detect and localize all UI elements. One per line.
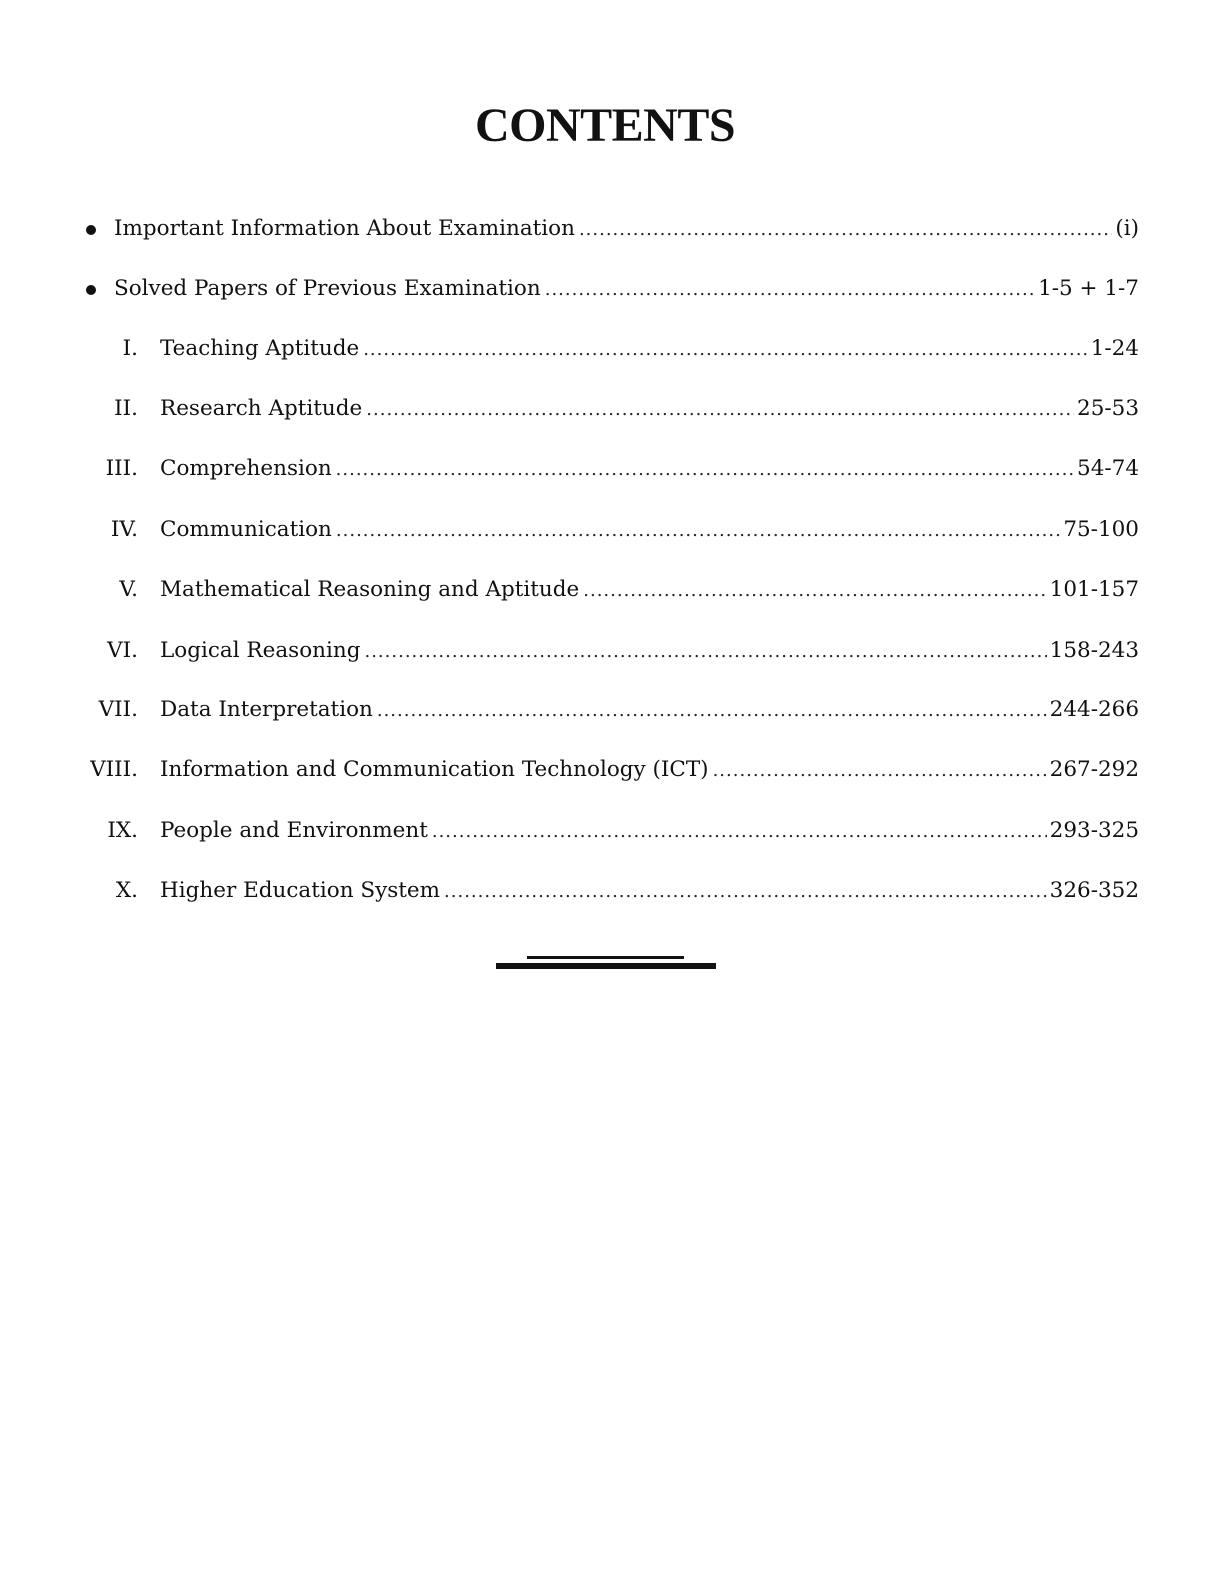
- chapter-numeral: V.: [119, 577, 138, 602]
- toc-entry-page: 158-243: [1049, 638, 1139, 663]
- chapter-numeral: IV.: [110, 517, 138, 542]
- toc-entry-page: (i): [1115, 216, 1139, 241]
- toc-chapter-6[interactable]: [0, 635, 1224, 667]
- toc-entry-page: 326-352: [1049, 878, 1139, 903]
- toc-entry-important-information[interactable]: [0, 213, 1224, 245]
- toc-entry-title: Comprehension: [160, 456, 332, 481]
- toc-chapter-3[interactable]: [0, 453, 1224, 485]
- toc-chapter-10[interactable]: [0, 875, 1224, 907]
- toc-chapter-7[interactable]: [0, 694, 1224, 726]
- chapter-numeral: VI.: [107, 638, 138, 663]
- toc-chapter-9[interactable]: [0, 815, 1224, 847]
- dot-leader: [444, 876, 1047, 908]
- dot-leader: [377, 695, 1047, 727]
- dot-leader: [336, 454, 1074, 486]
- toc-chapter-5[interactable]: [0, 574, 1224, 606]
- toc-entry-title: Research Aptitude: [160, 396, 363, 421]
- toc-entry-page: 54-74: [1077, 456, 1139, 481]
- toc-entry-page: 1-5 + 1-7: [1038, 276, 1139, 301]
- dot-leader: [363, 334, 1087, 366]
- chapter-numeral: VII.: [98, 697, 138, 722]
- dot-leader: [364, 636, 1046, 668]
- toc-entry-title: Important Information About Examination: [114, 216, 575, 241]
- bullet-icon: [86, 225, 96, 235]
- toc-chapter-2[interactable]: [0, 393, 1224, 425]
- toc-entry-title: People and Environment: [160, 818, 428, 843]
- toc-chapter-1[interactable]: [0, 333, 1224, 365]
- chapter-numeral: X.: [115, 878, 138, 903]
- chapter-numeral: IX.: [107, 818, 138, 843]
- toc-entry-title: Logical Reasoning: [160, 638, 361, 663]
- toc-entry-title: Solved Papers of Previous Examination: [114, 276, 541, 301]
- toc-entry-page: 25-53: [1077, 396, 1139, 421]
- toc-chapter-8[interactable]: [0, 754, 1224, 786]
- toc-chapter-4[interactable]: [0, 514, 1224, 546]
- toc-entry-page: 75-100: [1063, 517, 1139, 542]
- toc-entry-title: Information and Communication Technology (ICT): [160, 757, 709, 782]
- dot-leader: [545, 274, 1035, 306]
- toc-entry-title: Mathematical Reasoning and Aptitude: [160, 577, 580, 602]
- toc-entry-page: 293-325: [1049, 818, 1139, 843]
- dot-leader: [579, 214, 1112, 246]
- toc-entry-solved-papers[interactable]: [0, 273, 1224, 305]
- dot-leader: [366, 394, 1074, 426]
- toc-entry-page: 101-157: [1049, 577, 1139, 602]
- chapter-numeral: VIII.: [90, 757, 138, 782]
- chapter-numeral: III.: [105, 456, 138, 481]
- dot-leader: [336, 515, 1060, 547]
- end-rule-thin: [527, 956, 684, 959]
- toc-entry-title: Teaching Aptitude: [160, 336, 360, 361]
- end-rule-thick: [496, 963, 716, 969]
- chapter-numeral: II.: [114, 396, 138, 421]
- toc-entry-title: Data Interpretation: [160, 697, 373, 722]
- toc-entry-page: 244-266: [1049, 697, 1139, 722]
- dot-leader: [713, 755, 1047, 787]
- chapter-numeral: I.: [122, 336, 138, 361]
- toc-entry-page: 267-292: [1049, 757, 1139, 782]
- dot-leader: [432, 816, 1047, 848]
- bullet-icon: [86, 285, 96, 295]
- page-title: CONTENTS: [474, 99, 736, 152]
- toc-entry-title: Higher Education System: [160, 878, 441, 903]
- toc-entry-page: 1-24: [1090, 336, 1139, 361]
- dot-leader: [583, 575, 1046, 607]
- toc-entry-title: Communication: [160, 517, 332, 542]
